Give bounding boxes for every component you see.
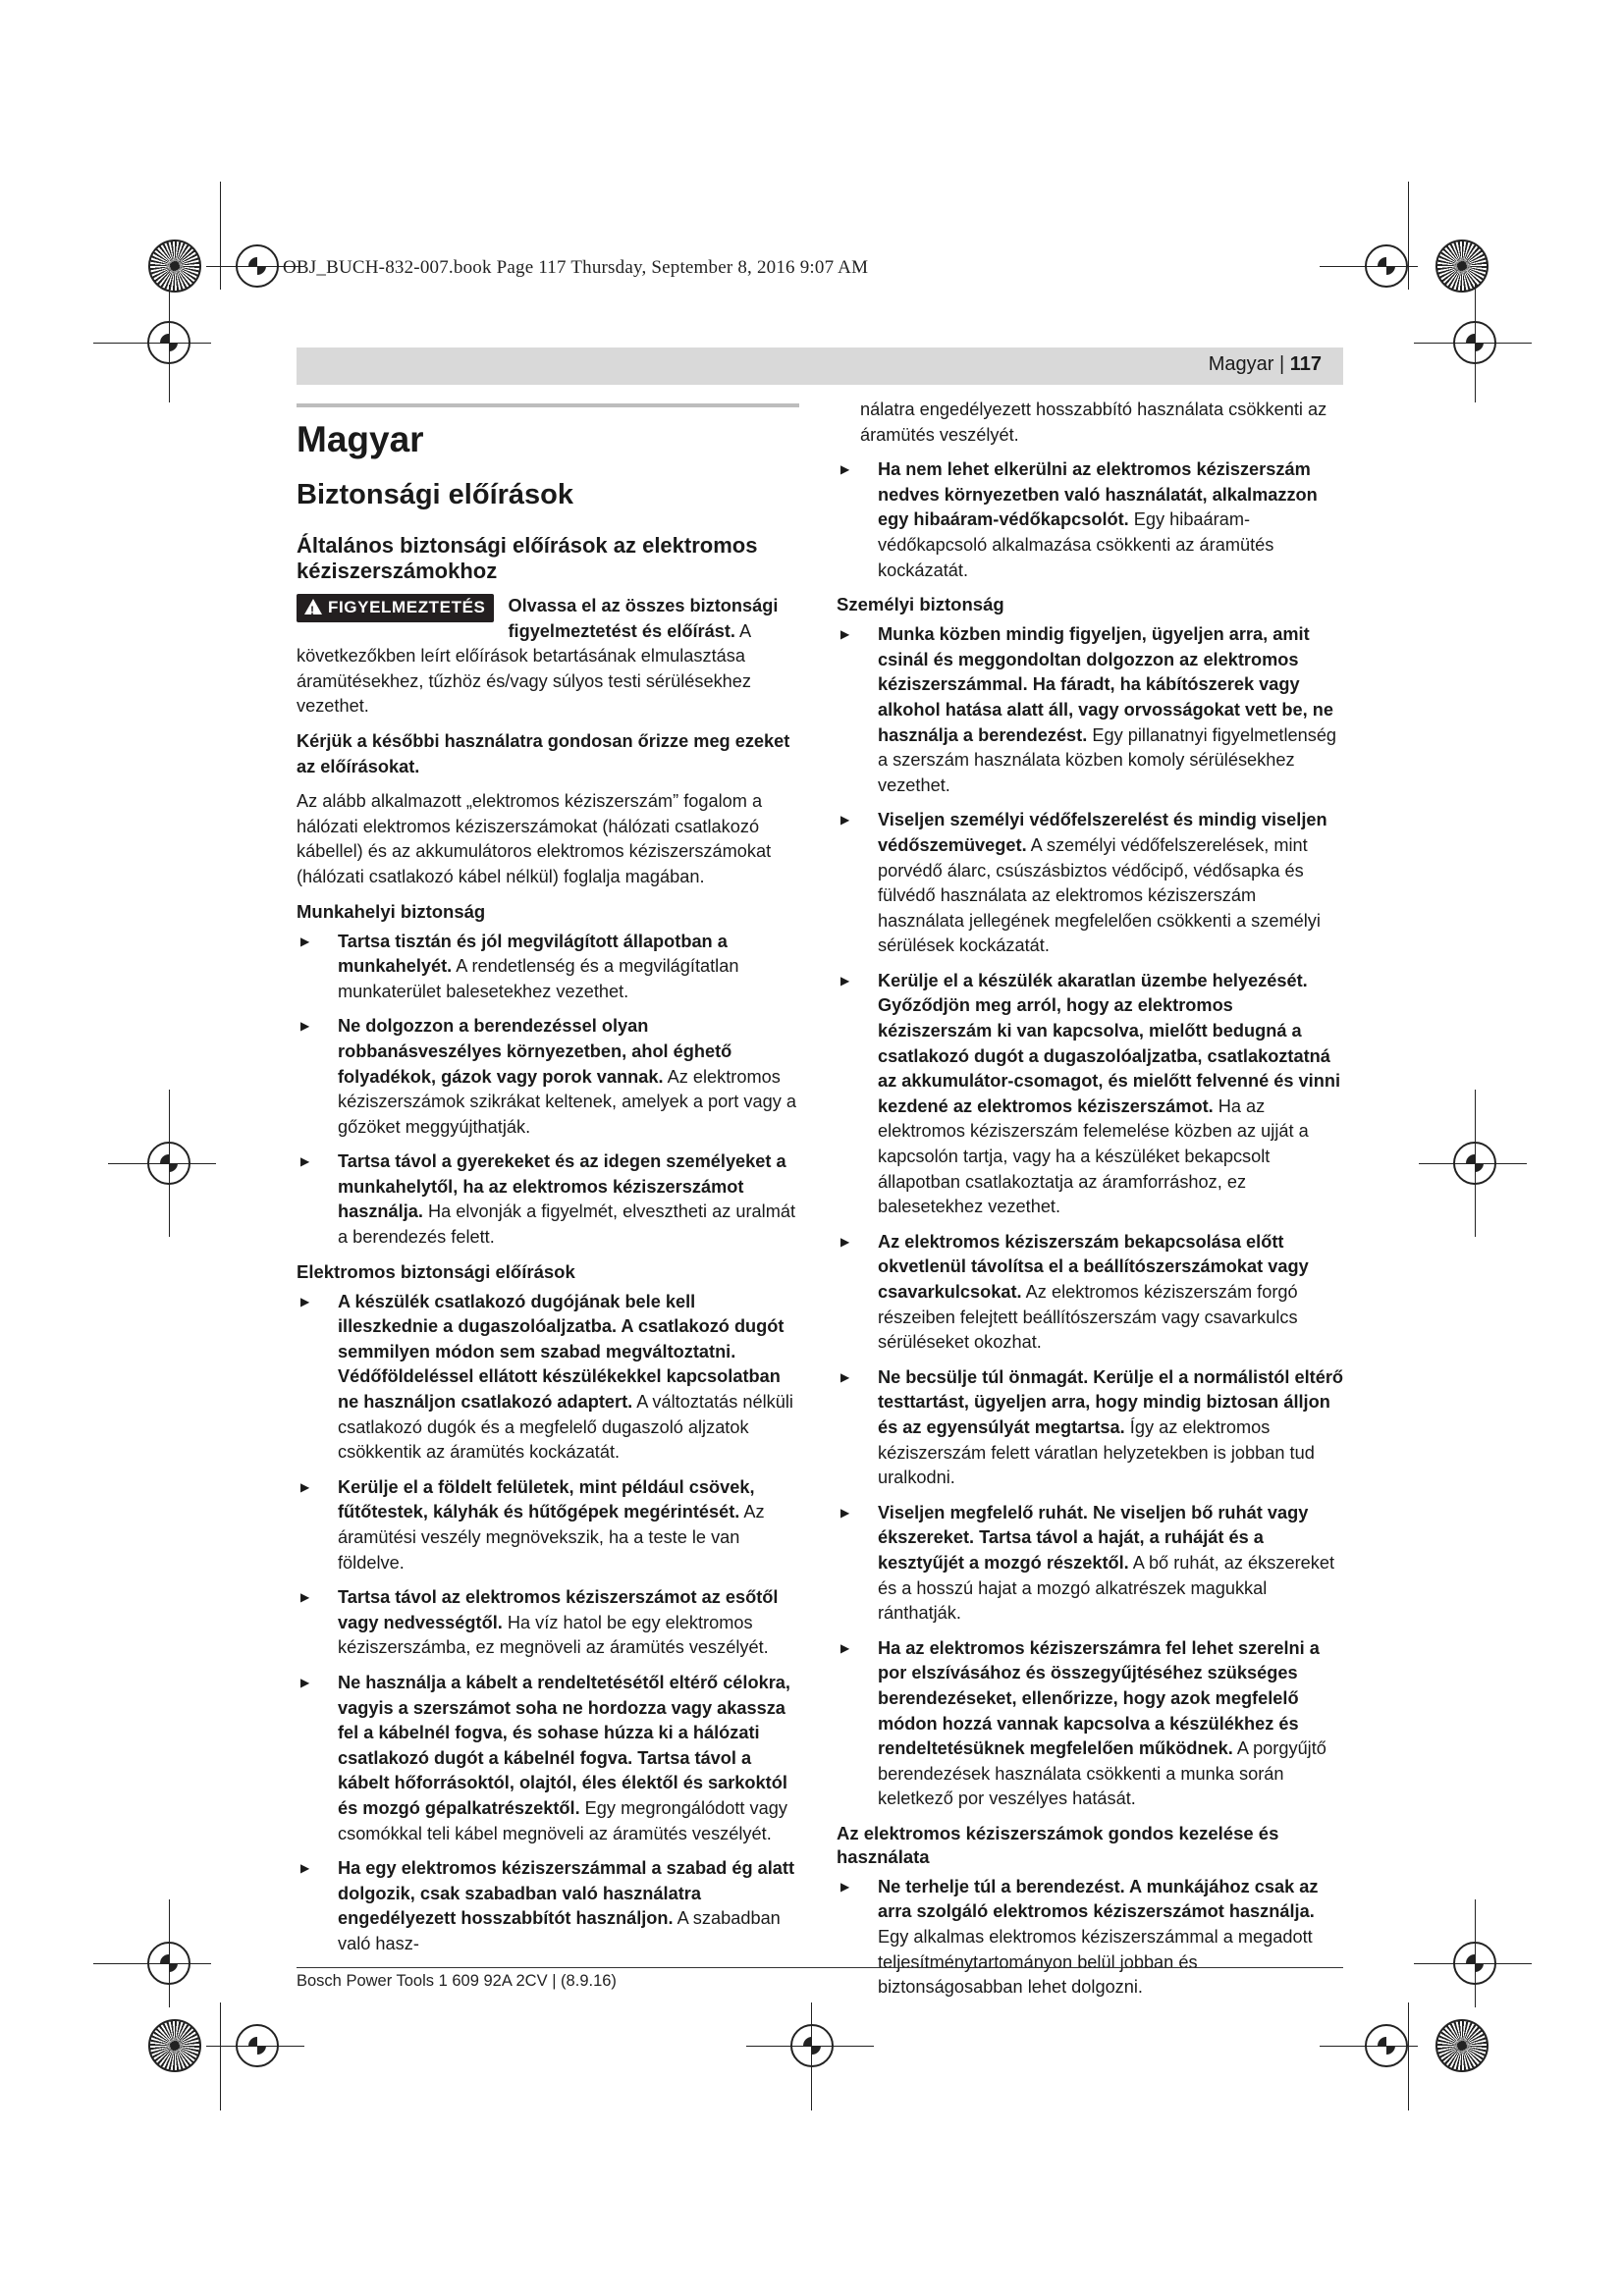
crop-line xyxy=(93,343,211,344)
crop-line xyxy=(746,2046,874,2047)
electrical-safety-heading: Elektromos biztonsági előírások xyxy=(297,1260,575,1282)
item-bold: Ha az elektromos kéziszerszámra fel lehet szerelni a por elszívásához és összegyűjtéséhez szükséges berendezéseket, ellenőrizze, hogy azok megfelelő módon hozzá vannak kapcsolva a készülékhez és rendeltetésüknek megfelelően működnek. xyxy=(878,1637,1320,1759)
print-slug: OBJ_BUCH-832-007.book Page 117 Thursday, September 8, 2016 9:07 AM xyxy=(283,257,869,278)
personal-safety-list xyxy=(837,622,1343,1812)
crop-line xyxy=(1414,1963,1532,1964)
item-bold: Viseljen megfelelő ruhát. Ne viseljen bő ruhát vagy ékszereket. Tartsa távol a haját, a ruháját és a kesztyűjét a mozgó részektől. xyxy=(878,1502,1309,1573)
item-bold: Tartsa távol a gyerekeket és az idegen személyeket a munkahelytől, ha az elektromos kéziszerszámot használja. xyxy=(338,1151,786,1222)
item-text: Egy hibaáram-védőkapcsoló alkalmazása csökkenti az áramütés kockázatát. xyxy=(878,509,1274,580)
item-bold: Tartsa távol az elektromos kéziszerszámot az esőtől vagy nedvességtől. xyxy=(338,1587,779,1632)
list-item xyxy=(837,1230,1343,1356)
tool-care-list xyxy=(837,1875,1343,2001)
electrical-safety-list xyxy=(297,1290,799,1957)
title-rule xyxy=(297,403,799,407)
list-item xyxy=(837,1636,1343,1812)
list-item xyxy=(297,1856,799,1956)
list-item xyxy=(297,930,799,1005)
item-bold: Az elektromos kéziszerszám bekapcsolása előtt okvetlenül távolítsa el a beállítószerszámokat vagy csavarkulcsokat. xyxy=(878,1231,1309,1302)
list-item xyxy=(837,1365,1343,1491)
list-item xyxy=(837,622,1343,798)
item-bold: Ha nem lehet elkerülni az elektromos kéziszerszám nedves környezetben való használatát, alkalmazzon egy hibaáram-védőkapcsolót. xyxy=(878,459,1318,530)
tool-care-heading: Az elektromos kéziszerszámok gondos kezelése és használata xyxy=(837,1822,1279,1867)
section-heading: Általános biztonsági előírások az elektromos kéziszerszámokhoz xyxy=(297,533,758,583)
list-item xyxy=(297,1475,799,1575)
header-separator: | xyxy=(1278,353,1285,375)
warning-triangle-icon xyxy=(304,599,322,614)
item-text: A személyi védőfelszerelések, mint porvédő álarc, csúszásbiztos védőcipő, védősapka és fülvédő használata az elektromos kéziszerszám használata jellegének megfelelően csökkenti a személyi sérülések kockázatát. xyxy=(878,834,1321,956)
continued-paragraph: nálatra engedélyezett hosszabbító használata csökkenti az áramütés veszélyét. xyxy=(860,400,1327,445)
page-title: Magyar xyxy=(297,419,424,459)
item-bold: Ne dolgozzon a berendezéssel olyan robbanásveszélyes környezetben, ahol éghető folyadékok, gázok vagy porok vannak. xyxy=(338,1016,732,1087)
footer-text: Bosch Power Tools 1 609 92A 2CV | (8.9.16) xyxy=(297,1972,617,1990)
item-text: A rendetlenség és a megvilágítatlan munkaterület balesetekhez vezethet. xyxy=(338,956,739,1001)
item-text: A porgyűjtő berendezések használata csökkenti a munka során keletkező por veszélyes hatását. xyxy=(878,1738,1326,1809)
item-text: Egy alkalmas elektromos kéziszerszámmal a megadott teljesítménytartományon belül jobban és biztonságosabban lehet dolgozni. xyxy=(878,1927,1313,1998)
list-item xyxy=(297,1149,799,1250)
crop-line xyxy=(1320,2046,1418,2047)
personal-safety-heading: Személyi biztonság xyxy=(837,594,1004,615)
list-item xyxy=(837,969,1343,1220)
item-bold: Ne használja a kábelt a rendeltetésétől eltérő célokra, vagyis a szerszámot soha ne hordozza vagy akassza fel a kábelnél fogva, és sohase húzza ki a hálózati csatlakozó dugót a kábelnél fogva. Tartsa távol a kábelt hőforrásoktól, olajtól, éles élektől és sarkoktól és mozgó gépalkatrészektől. xyxy=(338,1672,790,1818)
crop-line xyxy=(1320,266,1418,267)
item-text: Ha elvonják a figyelmét, elvesztheti az uralmát a berendezés felett. xyxy=(338,1201,796,1248)
color-registration-mark-bottom-right xyxy=(1435,2019,1489,2072)
crop-line xyxy=(811,2002,812,2110)
item-text: A szabadban való hasz- xyxy=(338,1908,781,1953)
list-item xyxy=(297,1014,799,1140)
page-number: 117 xyxy=(1289,353,1322,375)
item-text: Ha az elektromos kéziszerszám felemelése közben az ujját a kapcsolón tartja, vagy ha a készüléket bekapcsolt állapotban csatlakoztatja az áramforráshoz, ez balesetekhez vezethet. xyxy=(878,1095,1309,1217)
list-item xyxy=(297,1290,799,1466)
item-bold: A készülék csatlakozó dugójának bele kell illeszkednie a dugaszolóaljzatba. A csatlakozó dugót semmilyen módon sem szabad megváltoztatni. Védőföldeléssel ellátott készülékekkel kapcsolatban ne használjon csatlakozó adaptert. xyxy=(338,1291,785,1413)
crop-line xyxy=(1475,285,1476,402)
item-text: Az áramütési veszély megnövekszik, ha a teste le van földelve. xyxy=(338,1502,765,1573)
crop-line xyxy=(169,285,170,402)
item-text: Az elektromos kéziszerszámok szikrákat keltenek, amelyek a port vagy a gőzöket meggyújthatják. xyxy=(338,1066,796,1137)
item-bold: Ha egy elektromos kéziszerszámmal a szabad ég alatt dolgozik, csak szabadban való használatra engedélyezett hosszabbítót használjon. xyxy=(338,1858,795,1929)
crop-line xyxy=(1408,182,1409,290)
workplace-safety-list xyxy=(297,930,799,1251)
crop-line xyxy=(220,2002,221,2110)
warning-text: A következőkben leírt előírások betartásának elmulasztása áramütésekhez, tűzhöz és/vagy súlyos testi sérülésekhez vezethet. xyxy=(297,620,751,717)
item-bold: Munka közben mindig figyeljen, ügyeljen arra, amit csinál és meggondoltan dolgozzon az elektromos kéziszerszámmal. Ha fáradt, ha kábítószerek vagy alkohol hatása alatt áll, vagy orvosságokat vett be, ne használja a berendezést. xyxy=(878,624,1333,745)
item-bold: Kerülje el a földelt felületek, mint például csövek, fűtőtestek, kályhák és hűtőgépek megérintését. xyxy=(338,1476,755,1522)
item-text: A változtatás nélküli csatlakozó dugók és a megfelelő dugaszoló aljzatok csökkentik az áramütés kockázatát. xyxy=(338,1392,793,1463)
right-column xyxy=(837,398,1343,2010)
header-language: Magyar xyxy=(1208,353,1274,375)
list-item xyxy=(837,457,1343,583)
item-text: Egy megrongálódott vagy csomókkal teli kábel megnöveli az áramütés veszélyét. xyxy=(338,1797,787,1843)
definition-paragraph: Az alább alkalmazott „elektromos kéziszerszám” fogalom a hálózati elektromos kéziszerszámokat (hálózati csatlakozó kábellel) és az akkumulátoros elektromos kéziszerszámokat (hálózati csatlakozó kábel nélkül) foglalja magában. xyxy=(297,791,772,886)
color-registration-mark-bottom-left xyxy=(148,2019,201,2072)
warning-block xyxy=(297,594,799,720)
item-bold: Ne terhelje túl a berendezést. A munkájához csak az arra szolgáló elektromos kéziszerszámot használja. xyxy=(878,1876,1319,1922)
item-text: Így az elektromos kéziszerszám felett váratlan helyzetekben is jobban tud uralkodni. xyxy=(878,1416,1315,1488)
item-bold: Tartsa tisztán és jól megvilágított állapotban a munkahelyét. xyxy=(338,931,728,977)
list-item xyxy=(837,1501,1343,1627)
item-bold: Kerülje el a készülék akaratlan üzembe helyezését. Győződjön meg arról, hogy az elektromos kéziszerszám ki van kapcsolva, mielőtt bedugná a csatlakozó dugót a dugaszolóaljzatba, csatlakoztatná az akkumulátor-csomagot, és mielőtt felvenné és vinni kezdené az elektromos kéziszerszámot. xyxy=(878,970,1340,1116)
item-text: Egy pillanatnyi figyelmetlenség a szerszám használata közben komoly sérülésekhez vezethet. xyxy=(878,724,1337,795)
keep-instructions-note: Kérjük a későbbi használatra gondosan őrizze meg ezeket az előírásokat. xyxy=(297,730,790,776)
list-item xyxy=(297,1585,799,1661)
left-column xyxy=(297,398,799,1967)
crop-line xyxy=(220,182,221,290)
crop-line xyxy=(93,1963,211,1964)
warning-text-bold: Olvassa el az összes biztonsági figyelmeztetést és előírást. xyxy=(508,596,779,641)
crop-line xyxy=(206,2046,304,2047)
list-item xyxy=(837,808,1343,959)
list-item xyxy=(837,1875,1343,2001)
color-registration-mark-top-right xyxy=(1435,240,1489,293)
crop-line xyxy=(169,1899,170,2007)
crop-line xyxy=(1475,1899,1476,2007)
section-title: Biztonsági előírások xyxy=(297,479,574,510)
item-text: Az elektromos kéziszerszám forgó részeiben felejtett beállítószerszám vagy csavarkulcs sérüléseket okozhat. xyxy=(878,1282,1298,1353)
item-bold: Viseljen személyi védőfelszerelést és mindig viseljen védőszemüveget. xyxy=(878,810,1327,855)
header-language-page xyxy=(1209,353,1322,376)
warning-label: FIGYELMEZTETÉS xyxy=(328,598,486,616)
list-item xyxy=(297,1671,799,1846)
item-text: Ha víz hatol be egy elektromos kéziszerszámba, ez megnöveli az áramütés veszélyét. xyxy=(338,1612,769,1658)
footer-rule xyxy=(297,1967,1343,1968)
crop-line xyxy=(1414,343,1532,344)
crop-line xyxy=(1419,1163,1527,1164)
item-bold: Ne becsülje túl önmagát. Kerülje el a normálistól eltérő testtartást, ügyeljen arra, hogy mindig biztosan álljon és az egyensúlyát megtartsa. xyxy=(878,1366,1344,1437)
color-registration-mark-top-left xyxy=(148,240,201,293)
workplace-safety-heading: Munkahelyi biztonság xyxy=(297,900,486,922)
warning-badge xyxy=(297,594,494,622)
item-text: A bő ruhát, az ékszereket és a hosszú hajat a mozgó alkatrészek magukkal ránthatják. xyxy=(878,1552,1334,1624)
rcd-list xyxy=(837,457,1343,583)
crop-line xyxy=(1408,2002,1409,2110)
running-header xyxy=(297,347,1343,385)
crop-line xyxy=(108,1163,216,1164)
